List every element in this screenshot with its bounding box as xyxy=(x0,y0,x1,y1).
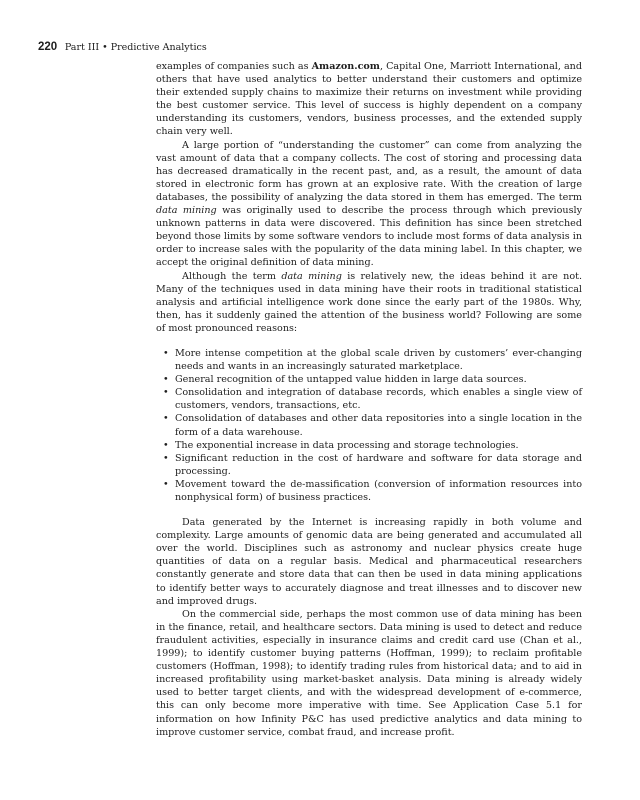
page-header xyxy=(38,41,207,53)
text-run: , Capital One, Marriott International, and others that have used analytics to better understand their customers and optimize their extended supply chains to maximize their returns on investment while providing the best customer service. This level of success is highly dependent on a company understanding its customers, vendors, business processes, and the extended supply chain very well. xyxy=(156,61,583,138)
part-label: Part III • Predictive Analytics xyxy=(64,42,207,53)
page-number: 220 xyxy=(38,41,58,53)
text-run: examples of companies such as xyxy=(156,61,312,72)
body-text xyxy=(156,60,582,739)
paragraph-4: Data generated by the Internet is increasing rapidly in both volume and complexity. Large amounts of genomic data are being generated and accumulated all over the world. Disciplines such as astronomy and nuclear physics create huge quantities of data on a regular basis. Medical and pharmaceutical researchers constantly generate and store data that can then be used in data mining applications to identify better ways to accurately diagnose and treat illnesses and to discover new and improved drugs. xyxy=(156,517,582,607)
paragraph-2 xyxy=(156,139,582,270)
company-name-bold: Amazon.com xyxy=(311,61,380,72)
reasons-list xyxy=(156,347,582,504)
text-run: was originally used to describe the process through which previously unknown patterns in data were discovered. This definition has since been stretched beyond those limits by some software vendors to include most forms of data analysis in order to increase sales with the popularity of the data mining label. In this chapter, we accept the original definition of data mining. xyxy=(156,205,582,269)
paragraph-3 xyxy=(156,270,582,335)
text-run: Although the term xyxy=(182,270,282,282)
list-item: • More intense competition at the global scale driven by customers’ ever-changing needs and wants in an increasingly saturated marketplace. xyxy=(163,347,582,373)
list-item: • General recognition of the untapped value hidden in large data sources. xyxy=(163,373,582,386)
text-run: A large portion of “understanding the customer” can come from analyzing the vast amount of data that a company collects. The cost of storing and processing data has decreased dramatically in the recent past, and, as a result, the amount of data stored in electronic form has grown at an explosive rate. With the creation of large databases, the possibility of analyzing the data stored in them has emerged. The term xyxy=(156,139,582,203)
list-item: • Movement toward the de-massification (conversion of information resources into nonphysical form) of business practices. xyxy=(163,478,582,504)
paragraph-5: On the commercial side, perhaps the most common use of data mining has been in the finance, retail, and healthcare sectors. Data mining is used to detect and reduce fraudulent activities, especially in insurance claims and credit card use (Chan et al., 1999); to identify customer buying patterns (Hoffman, 1999); to reclaim profitable customers (Hoffman, 1998); to identify trading rules from historical data; and to aid in increased profitability using market-basket analysis. Data mining is already widely used to better target clients, and with the widespread development of e-commerce, this can only become more imperative with time. See Application Case 5.1 for information on how Infinity P&C has used predictive analytics and data mining to improve customer service, combat fraud, and increase profit. xyxy=(156,608,582,738)
term-italic: data mining xyxy=(156,205,217,217)
term-italic: data mining xyxy=(281,270,342,282)
list-item: • Significant reduction in the cost of hardware and software for data storage and processing. xyxy=(163,452,582,478)
list-item: • The exponential increase in data processing and storage technologies. xyxy=(163,439,582,452)
list-item: • Consolidation of databases and other data repositories into a single location in the form of a data warehouse. xyxy=(163,412,582,438)
paragraph-1 xyxy=(156,60,582,139)
list-item: • Consolidation and integration of database records, which enables a single view of customers, vendors, transactions, etc. xyxy=(163,386,582,412)
text-run: is relatively new, the ideas behind it are not. Many of the techniques used in data mining have their roots in traditional statistical analysis and artificial intelligence work done since the early part of the 1980s. Why, then, has it suddenly gained the attention of the business world? Following are some of most pronounced reasons: xyxy=(156,270,582,334)
